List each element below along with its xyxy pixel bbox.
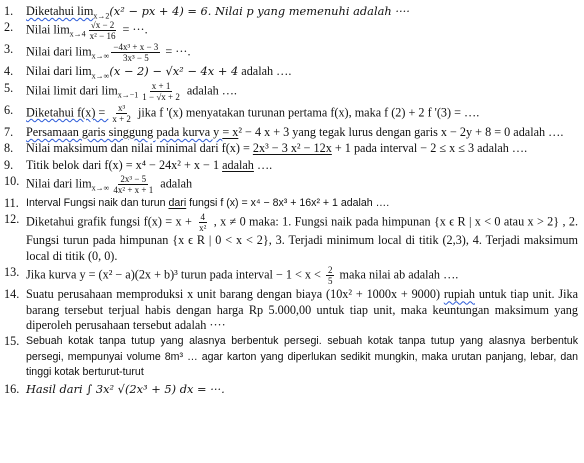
- question-text: Nilai dari $\lim_{x\to\infty}$ $\frac{\text{2x³ − 5}}{\text{4x² + x + 1}}$ adalah: [26, 174, 193, 196]
- question-7: [4, 125, 578, 140]
- question-number: 13.: [4, 265, 20, 280]
- question-15: [4, 334, 578, 380]
- question-11: [4, 196, 578, 211]
- question-text: Diketahui $\lim_{x\to 2}(x^2$ − px + 4) = 6. Nilai p yang memenuhi adalah ····: [26, 4, 410, 21]
- question-number: 7.: [4, 124, 14, 139]
- question-text: Persamaan garis singgung pada kurva y = x² − 4 x + 3 yang tegak lurus dengan garis x − 2y + 8 = 0 adalah ….: [26, 124, 564, 139]
- question-text: Titik belok dari f(x) = x⁴ − 24x² + x − 1 adalah ….: [26, 157, 273, 172]
- question-4: [4, 64, 578, 79]
- question-text: Nilai dari $\lim_{x\to\infty}(x - 2) - √x^2 - 4x + 4$ adalah ….: [26, 64, 292, 81]
- question-text: Interval Fungsi naik dan turun dari fungsi f (x) = x⁴ − 8x³ + 16x² + 1 adalah ….: [26, 197, 390, 210]
- question-1: [4, 4, 578, 19]
- fraction: $\frac{√x - 2}{\text{x² − 16}}$: [89, 20, 116, 42]
- question-10: [4, 174, 578, 195]
- question-text: Diketahui f(x) = $\frac{\text{x³}}{x + 2}$ jika f '(x) menyatakan turunan pertama f(x), maka f (2) + 2 f '(3) = ….: [26, 102, 480, 124]
- question-14: [4, 287, 578, 333]
- question-8: [4, 141, 578, 156]
- question-number: 10.: [4, 174, 20, 189]
- question-text: Nilai dari $\lim_{x\to\infty}$ $\frac{\text{−4x³ + x − 3}}{\text{3x³ − 5}}$ = ···.: [26, 42, 191, 64]
- fraction: $\frac{2}{5}$: [327, 265, 333, 287]
- question-6: [4, 103, 578, 124]
- question-2: [4, 20, 578, 41]
- question-text: Diketahui grafik fungsi f(x) = x + $\frac{4}{\text{x²}}$ , x ≠ 0 maka: 1. Fungsi naik pada himpunan {x ϵ R | x < 0 atau x > 2} , 2. Fungsi turun pada himpunan {x ϵ R | 0 < x < 2}, 3. Terjadi minimum local di titik (2,3), 4. Terjadi maksimum local di titik (0, 0).: [26, 212, 578, 263]
- question-number: 11.: [4, 196, 19, 211]
- question-number: 6.: [4, 102, 14, 117]
- question-number: 8.: [4, 141, 14, 156]
- question-text: Sebuah kotak tanpa tutup yang alasnya berbentuk persegi. sebuah kotak tanpa tutup yang alasnya berbentuk persegi, mempunyai volume 8m³ … agar karton yang diperlukan sedikit mungkin, maka urutan panjang, lebar, dan tinggi kotak berturut-turut: [26, 335, 578, 379]
- question-number: 15.: [4, 334, 20, 349]
- question-text: Nilai $\lim_{x\to 4}$ $\frac{√x - 2}{\text{x² − 16}}$ = ···.: [26, 20, 148, 42]
- fraction: $\frac{\text{−4x³ + x − 3}}{\text{3x³ − 5}}$: [113, 42, 159, 64]
- fraction: $\frac{\text{2x³ − 5}}{\text{4x² + x + 1}}$: [113, 174, 154, 196]
- fraction: $\frac{\text{x³}}{x + 2}$: [112, 102, 131, 124]
- fraction: $\frac{4}{\text{x²}}$: [199, 212, 207, 234]
- question-9: [4, 158, 578, 173]
- question-number: 14.: [4, 287, 20, 302]
- question-number: 1.: [4, 4, 14, 18]
- question-text: Suatu perusahaan memproduksi x unit barang dengan biaya (10x² + 1000x + 9000) rupiah untuk tiap unit. Jika barang tersebut terjual habis dengan harga Rp 5.000,00 untuk tiap unit, maka keuntungan maksimum yang diperoleh perusahaan tersebut adalah ····: [26, 287, 578, 333]
- question-16: [4, 382, 578, 397]
- question-number: 3.: [4, 42, 14, 57]
- question-number: 5.: [4, 80, 14, 95]
- question-3: [4, 42, 578, 63]
- question-number: 16.: [4, 381, 20, 396]
- question-text: Jika kurva y = (x² − a)(2x + b)³ turun pada interval − 1 < x < $\frac{2}{5}$ maka nilai ab adalah ….: [26, 265, 459, 287]
- question-text: Hasil dari ∫ 3x² √(2x³ + 5) dx = ···.: [26, 381, 225, 396]
- question-5: [4, 81, 578, 102]
- question-12: [4, 212, 578, 264]
- question-13: [4, 265, 578, 286]
- question-number: 12.: [4, 212, 20, 227]
- question-number: 9.: [4, 157, 14, 172]
- question-number: 2.: [4, 20, 14, 35]
- fraction: $\frac{x + 1}{1 - √x + 2}$: [142, 80, 180, 102]
- question-number: 4.: [4, 64, 14, 79]
- question-text: Nilai maksimum dan nilai minimal dari f(x) = 2x³ − 3 x² − 12x + 1 pada interval − 2 ≤ x ≤ 3 adalah ….: [26, 141, 528, 156]
- question-text: Nilai limit dari $\lim_{x\to-1}$ $\frac{x + 1}{1 - √x + 2}$ adalah ….: [26, 80, 237, 102]
